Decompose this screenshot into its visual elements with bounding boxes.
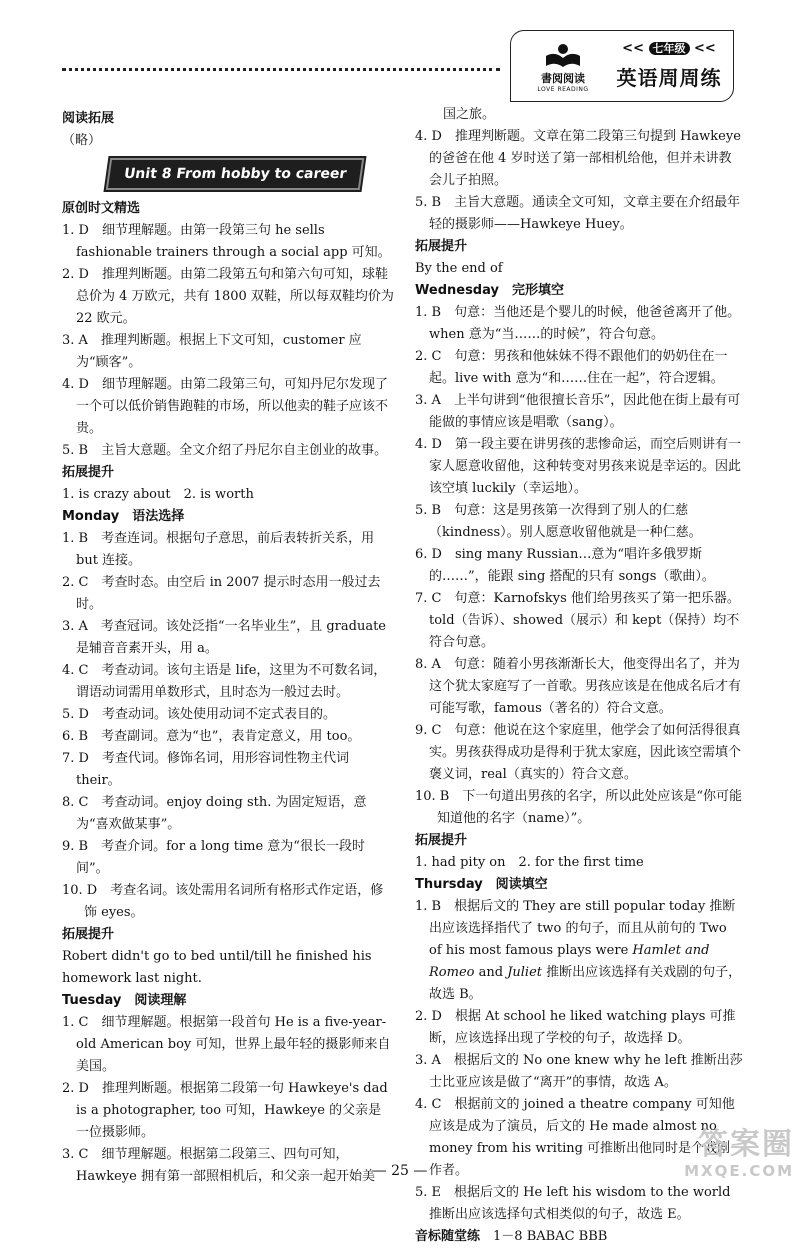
answer-item: 7. C 句意：Karnofskys 他们给男孩买了第一把乐器。told（告诉）、showed（展示）和 kept（保持）均不符合句意。 [415,591,740,650]
answer-item: 1. B 考查连词。根据句子意思，前后表转折关系，用 but 连接。 [62,531,375,568]
reading-extension-heading: 阅读拓展 [62,111,115,126]
grade-suffix: << [694,41,716,56]
play-title: Hamlet and Romeo [429,943,710,980]
phonetic-answers: 1－8 BABAC BBB [493,1229,608,1244]
answer-item: 5. B 句意：这是男孩第一次得到了别人的仁慈（kindness）。别人愿意收留他就是一种仁慈。 [415,503,702,540]
reading-extension-body: （略） [62,133,102,148]
section-heading: 原创时文精选 [62,201,141,216]
answer-item: 2. D 推理判断题。由第二段第五句和第六句可知，球鞋总价为 4 万欧元，共有 1800 双鞋，所以每双鞋均价为 22 欧元。 [62,267,394,326]
header-dotted-rule [62,68,500,71]
answer-item: 9. B 考查介词。for a long time 意为“很长一段时间”。 [62,839,365,876]
answer-item: 4. D 细节理解题。由第二段第三句，可知丹尼尔发现了一个可以低价销售跑鞋的市场，所以他卖的鞋子应该不贵。 [62,377,389,436]
answer-text: 推断出应该选择有关戏剧的句子，故选 B。 [429,965,742,1002]
section-heading: 拓展提升 [415,833,468,848]
answer-item: 4. D 第一段主要在讲男孩的悲惨命运，而空后则讲有一家人愿意收留他，这种转变对男孩来说是幸运的。因此该空填 luckily（幸运地）。 [415,437,742,496]
section-heading: Monday 语法选择 [62,509,185,524]
play-title: Juliet [507,965,543,980]
section-heading: 拓展提升 [62,465,115,480]
section-heading: Wednesday 完形填空 [415,283,564,298]
answer-item: 5. E 根据后文的 He left his wisdom to the world 推断出应该选择句式相类似的句子，故选 E。 [415,1185,731,1222]
answer-item: 2. C 考查时态。由空后 in 2007 提示时态用一般过去时。 [62,575,381,612]
section-heading: 拓展提升 [415,239,468,254]
section-heading: Tuesday 阅读理解 [62,993,187,1008]
grade-label [612,40,726,56]
answer-item: 1. C 细节理解题。根据第一段首句 He is a five-year-old American boy 可知，世界上最年轻的摄影师来自美国。 [62,1015,391,1074]
phonetic-label: 音标随堂练 [415,1229,481,1244]
answer-item: 6. B 考查副词。意为“也”，表肯定意义，用 too。 [62,729,361,744]
answer-item: 5. B 主旨大意题。全文介绍了丹尼尔自主创业的故事。 [62,443,388,458]
answer-item: 8. C 考查动词。enjoy doing sth. 为固定短语，意为“喜欢做某事”。 [62,795,367,832]
answer-item: 4. C 考查动词。该句主语是 life，这里为不可数名词，谓语动词需用单数形式，且时态为一般过去时。 [62,663,387,700]
answer-item: 4. D 推理判断题。文章在第二段第三句提到 Hawkeye 的爸爸在他 4 岁时送了第一部相机给他，但并未讲教会儿子拍照。 [415,129,741,188]
answer-item: 10. D 考查名词。该处需用名词所有格形式作定语，修饰 eyes。 [62,883,384,920]
extension-answer: By the end of [415,261,503,276]
answer-item: 3. A 推理判断题。根据上下文可知，customer 应为“顾客”。 [62,333,362,370]
answer-item: 3. C 细节理解题。根据第二段第三、四句可知，Hawkeye 拥有第一部照相机后，和父亲一起开始美 [62,1147,375,1184]
watermark-line2: MXQE.COM [684,1162,794,1180]
answer-item: 1. D 细节理解题。由第一段第三句 he sells fashionable trainers through a social app 可知。 [62,223,391,260]
answer-item: 9. C 句意：他说在这个家庭里，他学会了如何活得很真实。男孩获得成功是得利于犹太家庭，因此该空需填个褒义词，real（真实的）符合文意。 [415,723,742,782]
answer-item: 1. B 句意：当他还是个婴儿的时候，他爸爸离开了他。when 意为“当……的时候”，符合句意。 [415,305,741,342]
section-heading: Thursday 阅读填空 [415,877,548,892]
extension-answer: 1. had pity on 2. for the first time [415,855,644,870]
answer-item: 6. D sing many Russian…意为“唱许多俄罗斯的……”，能跟 sing 搭配的只有 songs（歌曲）。 [415,547,715,584]
answer-item: 7. D 考查代词。修饰名词，用形容词性物主代词 their。 [62,751,349,788]
answer-item: 3. A 考查冠词。该处泛指“一名毕业生”，且 graduate 是辅音音素开头，用 a。 [62,619,386,656]
brand-title: 英语周周练 [616,66,722,90]
phonetic-practice [415,1226,743,1248]
answer-item [415,896,743,1006]
extension-answer: Robert didn't go to bed until/till he finished his homework last night. [62,949,372,986]
answer-item: 2. D 根据 At school he liked watching plays 可推断，应该选择出现了学校的句子，故选择 D。 [415,1009,736,1046]
answer-item: 2. C 句意：男孩和他妹妹不得不跟他们的奶奶住在一起。live with 意为“和……住在一起”，符合逻辑。 [415,349,728,386]
watermark-line1: 答案圈 [698,1127,794,1162]
answer-item: 8. A 句意：随着小男孩渐渐长大，他变得出名了，并为这个犹太家庭写了一首歌。男孩应该是在他成名后才有可能写歌，famous（著名的）符合文意。 [415,657,742,716]
answer-item: 4. C 根据前文的 joined a theatre company 可知他应该是成为了演员，后文的 He made almost no money from his writing 可推断出他同时是个戏剧作者。 [415,1097,735,1178]
answer-item: 5. B 主旨大意题。通读全文可知，文章主要在介绍最年轻的摄影师——Hawkeye Huey。 [415,195,741,232]
unit-banner: Unit 8 From hobby to career [106,158,365,190]
answer-text: 1. B 根据后文的 They are still popular today 推断出应该选择指代了 two 的句子，而且从前句的 Two of his most famous plays were [415,899,736,958]
answer-item: 3. A 上半句讲到“他很擅长音乐”，因此他在街上最有可能做的事情应该是唱歌（sang）。 [415,393,741,430]
continued-text: 国之旅。 [443,107,496,122]
left-column [62,108,394,1188]
answer-item: 3. A 根据后文的 No one knew why he left 推断出莎士比亚应该是做了“离开”的事情，故选 A。 [415,1053,743,1090]
answer-item: 5. D 考查动词。该处使用动词不定式表目的。 [62,707,336,722]
grade-prefix: << [622,41,644,56]
answer-item: 2. D 推理判断题。根据第二段第一句 Hawkeye's dad is a photographer, too 可知，Hawkeye 的父亲是一位摄影师。 [62,1081,388,1140]
grade-pill: 七年级 [649,42,690,55]
extension-answer: 1. is crazy about 2. is worth [62,487,254,502]
watermark [664,1128,794,1180]
section-heading: 拓展提升 [62,927,115,942]
right-column [415,104,743,1248]
page-number: — 25 — [372,1163,428,1179]
logo-subtitle: LOVE READING [537,86,589,93]
logo-name: 書阅阅读 [541,72,585,85]
answer-item: 10. B 下一句道出男孩的名字，所以此处应该是“你可能知道他的名字（name）”。 [415,789,743,826]
answer-text: and [474,965,508,980]
